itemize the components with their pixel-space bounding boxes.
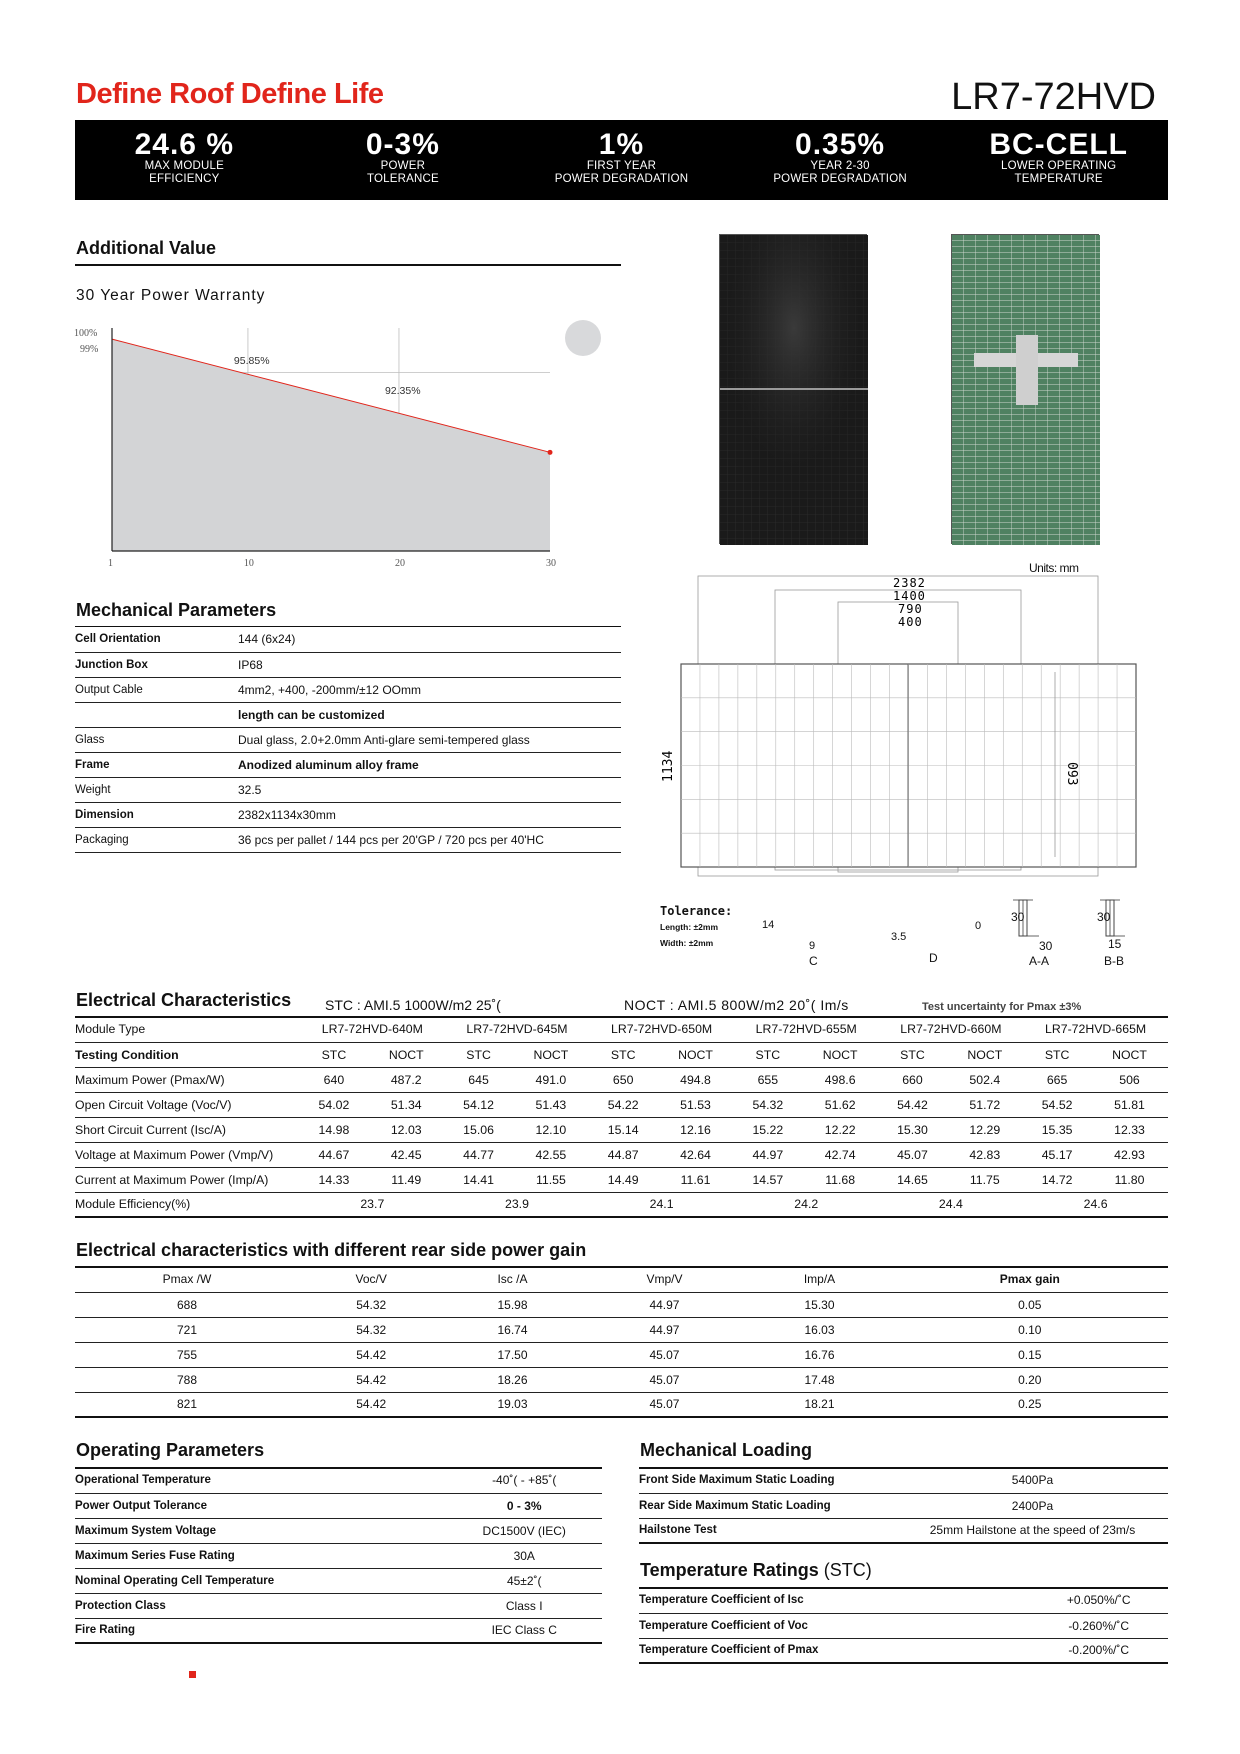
cell-value: 54.42: [299, 1367, 443, 1392]
cell-value: 15.14: [589, 1117, 657, 1142]
table-row: [75, 827, 621, 852]
cell-value: 18.26: [443, 1367, 581, 1392]
cell-value: 54.32: [734, 1092, 802, 1117]
x-tick-label: 10: [243, 558, 254, 569]
additional-value-title: Additional Value: [76, 238, 217, 258]
cell-value: 15.06: [445, 1117, 513, 1142]
section-dim: 3.5: [891, 931, 907, 943]
model-name: LR7-72HVD-650M: [589, 1017, 734, 1042]
cell-value: 15.35: [1023, 1117, 1091, 1142]
table-row: [75, 1267, 1168, 1292]
param-value: 45±2˚(: [446, 1568, 602, 1593]
electrical-title: Electrical Characteristics: [76, 990, 292, 1010]
cell-value: 14.65: [879, 1167, 947, 1192]
front-cell-grid: [720, 235, 868, 545]
cell-value: 44.97: [582, 1292, 748, 1317]
temp-title-suffix: (STC): [823, 1560, 872, 1580]
param-label: Hailstone Test: [639, 1518, 897, 1543]
param-label: Front Side Maximum Static Loading: [639, 1468, 897, 1493]
brand-slogan: Define Roof Define Life: [76, 78, 384, 110]
warranty-end-point: [548, 450, 553, 455]
model-name: LR7-72HVD-655M: [734, 1017, 879, 1042]
table-row: [75, 1092, 1168, 1117]
cell-value: 645: [445, 1067, 513, 1092]
table-row: [639, 1638, 1168, 1663]
section-dim: 30: [1097, 910, 1111, 924]
cell-value: 42.83: [946, 1142, 1023, 1167]
cell-value: 24.6: [1023, 1192, 1168, 1217]
param-label: Protection Class: [75, 1593, 446, 1618]
cell-value: 14.98: [300, 1117, 368, 1142]
cell-value: 655: [734, 1067, 802, 1092]
param-label: Temperature Coefficient of Pmax: [639, 1638, 1029, 1663]
table-row: [75, 1618, 602, 1643]
units-label: Units: mm: [1029, 561, 1079, 575]
section-label-bb: B-B: [1104, 954, 1125, 968]
cell-value: 11.68: [802, 1167, 879, 1192]
table-row: [75, 1543, 602, 1568]
table-row: [639, 1588, 1168, 1613]
section-dim: 0: [975, 920, 982, 932]
param-value: 2382x1134x30mm: [238, 802, 621, 827]
table-row: [75, 752, 621, 777]
cell-value: 54.22: [589, 1092, 657, 1117]
cell-value: 44.97: [734, 1142, 802, 1167]
feature-banner: [75, 120, 1168, 200]
y-tick-label: 100%: [74, 328, 98, 339]
row-label: Short Circuit Current (Isc/A): [75, 1117, 300, 1142]
temp-title: [640, 1560, 872, 1581]
cell-value: 54.12: [445, 1092, 513, 1117]
param-label: Power Output Tolerance: [75, 1493, 446, 1518]
param-value: IEC Class C: [446, 1618, 602, 1643]
cell-value: 42.45: [368, 1142, 445, 1167]
param-value: IP68: [238, 652, 621, 677]
cell-value: 44.87: [589, 1142, 657, 1167]
x-tick-label: 1: [108, 558, 113, 569]
tolerance-title: Tolerance:: [660, 904, 733, 918]
column-header: Isc /A: [443, 1267, 581, 1292]
cell-value: 16.03: [747, 1317, 891, 1342]
column-header: Pmax /W: [75, 1267, 299, 1292]
condition-stc: STC: [734, 1042, 802, 1067]
table-row: [75, 1142, 1168, 1167]
cell-value: 16.76: [747, 1342, 891, 1367]
cell-value: 15.30: [879, 1117, 947, 1142]
module-drawing: [660, 572, 1140, 880]
dim-1134: 1134: [661, 750, 676, 782]
cell-value: 11.55: [512, 1167, 589, 1192]
cell-value: 14.72: [1023, 1167, 1091, 1192]
cell-value: 502.4: [946, 1067, 1023, 1092]
cell-value: 51.72: [946, 1092, 1023, 1117]
cell-value: 487.2: [368, 1067, 445, 1092]
module-front-image: [719, 234, 867, 544]
row-label: Voltage at Maximum Power (Vmp/V): [75, 1142, 300, 1167]
table-row: [75, 1342, 1168, 1367]
param-value: 32.5: [238, 777, 621, 802]
row-label: Open Circuit Voltage (Voc/V): [75, 1092, 300, 1117]
cell-value: 45.07: [582, 1392, 748, 1417]
table-row: [75, 652, 621, 677]
cell-value: 42.93: [1091, 1142, 1168, 1167]
dim-1400: 1400: [893, 589, 926, 603]
table-row: [75, 1117, 1168, 1142]
cell-value: 17.50: [443, 1342, 581, 1367]
temp-title-text: Temperature Ratings: [640, 1560, 819, 1580]
divider: [75, 264, 621, 266]
table-row: [75, 1518, 602, 1543]
param-label: Output Cable: [75, 677, 238, 702]
table-row: [75, 1367, 1168, 1392]
cell-value: 19.03: [443, 1392, 581, 1417]
section-label-aa: A-A: [1029, 954, 1050, 968]
cell-value: 12.22: [802, 1117, 879, 1142]
cell-value: 51.62: [802, 1092, 879, 1117]
banner-first-year: [512, 120, 731, 200]
model-name: LR7-72HVD-665M: [1023, 1017, 1168, 1042]
section-label-d: D: [929, 951, 938, 965]
cell-value: 51.53: [657, 1092, 734, 1117]
table-row: [75, 1593, 602, 1618]
banner-label: YEAR 2-30: [810, 160, 870, 172]
condition-stc: STC: [879, 1042, 947, 1067]
condition-stc: STC: [445, 1042, 513, 1067]
banner-label: TEMPERATURE: [1014, 173, 1103, 185]
dim-790: 790: [898, 602, 923, 616]
cell-value: 54.42: [299, 1342, 443, 1367]
condition-noct: NOCT: [802, 1042, 879, 1067]
cell-value: 15.30: [747, 1292, 891, 1317]
dim-1093: 093: [1064, 762, 1079, 786]
temp-table: [639, 1588, 1168, 1664]
param-label: Weight: [75, 777, 238, 802]
y-tick-label: 99%: [80, 344, 99, 355]
param-label: Operational Temperature: [75, 1468, 446, 1493]
cell-value: 23.9: [445, 1192, 590, 1217]
cell-value: 12.29: [946, 1117, 1023, 1142]
cell-value: 51.34: [368, 1092, 445, 1117]
param-label: Frame: [75, 752, 238, 777]
banner-degradation: [731, 120, 950, 200]
param-value: Class I: [446, 1593, 602, 1618]
condition-noct: NOCT: [368, 1042, 445, 1067]
cell-value: 640: [300, 1067, 368, 1092]
cell-value: 54.32: [299, 1292, 443, 1317]
cell-value: 12.16: [657, 1117, 734, 1142]
cell-value: 14.33: [300, 1167, 368, 1192]
cell-value: 45.17: [1023, 1142, 1091, 1167]
table-row: [75, 627, 621, 652]
cell-value: 45.07: [879, 1142, 947, 1167]
red-marker: [189, 1671, 196, 1678]
condition-stc: STC: [300, 1042, 368, 1067]
table-row: [75, 1392, 1168, 1417]
param-value: +0.050%/˚C: [1029, 1588, 1168, 1613]
x-tick-label: 20: [394, 558, 405, 569]
cell-value: 0.15: [892, 1342, 1168, 1367]
warranty-area: [112, 339, 550, 551]
cell-value: 54.52: [1023, 1092, 1091, 1117]
model-name: LR7-72HVD-640M: [300, 1017, 445, 1042]
warranty-label: 30 Year Power Warranty: [76, 287, 266, 304]
param-value: -40˚( - +85˚(: [446, 1468, 602, 1493]
cell-value: 23.7: [300, 1192, 445, 1217]
param-value: DC1500V (IEC): [446, 1518, 602, 1543]
cell-value: 12.03: [368, 1117, 445, 1142]
table-row: [75, 1167, 1168, 1192]
banner-value: 24.6 %: [134, 128, 234, 161]
cell-value: 45.07: [582, 1342, 748, 1367]
section-dim: 9: [809, 940, 816, 952]
param-value: 36 pcs per pallet / 144 pcs per 20'GP / 720 pcs per 40'HC: [238, 827, 621, 852]
condition-noct: NOCT: [657, 1042, 734, 1067]
operating-title: Operating Parameters: [76, 1440, 265, 1460]
table-row: [639, 1518, 1168, 1543]
back-cell-grid: [952, 235, 1100, 545]
banner-label: MAX MODULE: [144, 160, 224, 172]
table-row: [75, 1067, 1168, 1092]
condition-noct: NOCT: [1091, 1042, 1168, 1067]
banner-label: POWER: [380, 160, 426, 172]
cell-value: 54.42: [299, 1392, 443, 1417]
row-label: Testing Condition: [75, 1042, 300, 1067]
cell-value: 688: [75, 1292, 299, 1317]
cell-value: 54.32: [299, 1317, 443, 1342]
table-row: [75, 1468, 602, 1493]
cell-value: 15.98: [443, 1292, 581, 1317]
cell-value: 51.81: [1091, 1092, 1168, 1117]
cell-value: 494.8: [657, 1067, 734, 1092]
banner-efficiency: [75, 120, 294, 200]
cell-value: 721: [75, 1317, 299, 1342]
gain-table: [75, 1267, 1168, 1418]
row-label: Maximum Power (Pmax/W): [75, 1067, 300, 1092]
condition-noct: NOCT: [512, 1042, 589, 1067]
section-dim: 15: [1108, 937, 1122, 951]
stc-conditions: STC : AMI.5 1000W/m2 25˚(: [325, 997, 501, 1013]
param-label: Dimension: [75, 802, 238, 827]
banner-value: 1%: [598, 128, 645, 161]
cell-value: 11.61: [657, 1167, 734, 1192]
cell-value: 12.33: [1091, 1117, 1168, 1142]
cell-value: 755: [75, 1342, 299, 1367]
cell-value: 821: [75, 1392, 299, 1417]
row-label: Current at Maximum Power (Imp/A): [75, 1167, 300, 1192]
param-label: Temperature Coefficient of Voc: [639, 1613, 1029, 1638]
cell-value: 44.67: [300, 1142, 368, 1167]
table-row: [75, 727, 621, 752]
column-header: Pmax gain: [892, 1267, 1168, 1292]
param-label: Junction Box: [75, 652, 238, 677]
cell-value: 650: [589, 1067, 657, 1092]
param-value: length can be customized: [238, 702, 621, 727]
cell-value: 44.77: [445, 1142, 513, 1167]
table-row: [75, 1568, 602, 1593]
param-value: 4mm2, +400, -200mm/±12 OOmm: [238, 677, 621, 702]
param-value: 5400Pa: [897, 1468, 1168, 1493]
section-dim: 30: [1011, 910, 1025, 924]
row-label: Module Efficiency(%): [75, 1192, 300, 1217]
cell-value: 42.55: [512, 1142, 589, 1167]
cell-value: 660: [879, 1067, 947, 1092]
tolerance-length: Length: ±2mm: [660, 922, 719, 932]
cell-value: 12.10: [512, 1117, 589, 1142]
cell-value: 15.22: [734, 1117, 802, 1142]
column-header: Vmp/V: [582, 1267, 748, 1292]
cell-value: 506: [1091, 1067, 1168, 1092]
param-value: 0 - 3%: [446, 1493, 602, 1518]
param-label: Maximum System Voltage: [75, 1518, 446, 1543]
cell-value: 11.80: [1091, 1167, 1168, 1192]
param-label: Nominal Operating Cell Temperature: [75, 1568, 446, 1593]
table-row: [75, 702, 621, 727]
table-row: [75, 1317, 1168, 1342]
param-value: 2400Pa: [897, 1493, 1168, 1518]
table-row: [75, 802, 621, 827]
param-label: Glass: [75, 727, 238, 752]
param-value: 30A: [446, 1543, 602, 1568]
loading-title: Mechanical Loading: [640, 1440, 813, 1460]
cell-value: 0.25: [892, 1392, 1168, 1417]
table-row: [639, 1468, 1168, 1493]
param-label: Packaging: [75, 827, 238, 852]
operating-table: [75, 1468, 602, 1644]
x-tick-label: 30: [546, 558, 556, 569]
test-uncertainty: Test uncertainty for Pmax ±3%: [922, 1001, 1082, 1013]
param-label: Cell Orientation: [75, 627, 238, 652]
cell-value: 24.1: [589, 1192, 734, 1217]
data-label: 95.85%: [233, 355, 270, 367]
banner-label: TOLERANCE: [366, 173, 439, 185]
banner-label: FIRST YEAR: [586, 160, 657, 172]
cell-value: 17.48: [747, 1367, 891, 1392]
electrical-table: [75, 1017, 1168, 1218]
table-row: [75, 1042, 1168, 1067]
param-value: 144 (6x24): [238, 627, 621, 652]
cell-value: 45.07: [582, 1367, 748, 1392]
banner-value: BC-CELL: [989, 128, 1128, 161]
cell-value: 491.0: [512, 1067, 589, 1092]
condition-noct: NOCT: [946, 1042, 1023, 1067]
cell-value: 51.43: [512, 1092, 589, 1117]
cell-value: 0.10: [892, 1317, 1168, 1342]
banner-value: 0.35%: [795, 128, 886, 161]
param-label: Rear Side Maximum Static Loading: [639, 1493, 897, 1518]
cell-value: 498.6: [802, 1067, 879, 1092]
cell-value: 665: [1023, 1067, 1091, 1092]
module-back-image: [951, 234, 1099, 544]
cell-value: 11.49: [368, 1167, 445, 1192]
param-value: -0.200%/˚C: [1029, 1638, 1168, 1663]
section-dim: 14: [762, 919, 775, 931]
table-row: [75, 1292, 1168, 1317]
param-label: Maximum Series Fuse Rating: [75, 1543, 446, 1568]
param-label: Fire Rating: [75, 1618, 446, 1643]
cell-value: 24.2: [734, 1192, 879, 1217]
cell-value: 14.49: [589, 1167, 657, 1192]
cell-value: 14.41: [445, 1167, 513, 1192]
condition-stc: STC: [1023, 1042, 1091, 1067]
banner-label: LOWER OPERATING: [1001, 160, 1117, 172]
param-label: [75, 702, 238, 727]
section-label-c: C: [809, 954, 818, 968]
condition-stc: STC: [589, 1042, 657, 1067]
model-name: LR7-72HVD-660M: [879, 1017, 1024, 1042]
table-row: [75, 1017, 1168, 1042]
column-header: Voc/V: [299, 1267, 443, 1292]
cell-value: 0.05: [892, 1292, 1168, 1317]
banner-tolerance: [294, 120, 513, 200]
cell-value: 16.74: [443, 1317, 581, 1342]
param-value: 25mm Hailstone at the speed of 23m/s: [897, 1518, 1168, 1543]
cell-value: 44.97: [582, 1317, 748, 1342]
table-row: [639, 1613, 1168, 1638]
table-row: [75, 777, 621, 802]
model-name: LR7-72HVD-645M: [445, 1017, 590, 1042]
cell-value: 24.4: [879, 1192, 1024, 1217]
gain-title: Electrical characteristics with different rear side power gain: [76, 1240, 587, 1260]
cell-value: 54.02: [300, 1092, 368, 1117]
noct-conditions: NOCT : AMI.5 800W/m2 20˚( Im/s: [624, 997, 849, 1013]
cell-value: 11.75: [946, 1167, 1023, 1192]
table-row: [75, 1493, 602, 1518]
decorative-circle: [565, 320, 601, 356]
section-dim: 30: [1039, 939, 1053, 953]
cell-value: 14.57: [734, 1167, 802, 1192]
table-row: [75, 677, 621, 702]
param-label: Temperature Coefficient of Isc: [639, 1588, 1029, 1613]
cell-value: 42.64: [657, 1142, 734, 1167]
mechanical-table: [75, 627, 621, 853]
param-value: Anodized aluminum alloy frame: [238, 752, 621, 777]
banner-label: POWER DEGRADATION: [554, 173, 689, 185]
banner-bc-cell: [949, 120, 1168, 200]
loading-table: [639, 1468, 1168, 1544]
cell-value: 788: [75, 1367, 299, 1392]
row-label: Module Type: [75, 1017, 300, 1042]
banner-value: 0-3%: [365, 128, 440, 161]
banner-label: EFFICIENCY: [149, 173, 220, 185]
warranty-chart: [70, 320, 590, 570]
cell-value: 54.42: [879, 1092, 947, 1117]
param-value: Dual glass, 2.0+2.0mm Anti-glare semi-tempered glass: [238, 727, 621, 752]
tolerance-width: Width: ±2mm: [660, 938, 714, 948]
column-header: Imp/A: [747, 1267, 891, 1292]
banner-label: POWER DEGRADATION: [773, 173, 907, 185]
cell-value: 18.21: [747, 1392, 891, 1417]
table-row: [75, 1192, 1168, 1217]
dim-400: 400: [898, 615, 923, 629]
mechanical-title: Mechanical Parameters: [76, 600, 277, 620]
data-label: 92.35%: [384, 385, 421, 397]
cell-value: 42.74: [802, 1142, 879, 1167]
cell-value: 0.20: [892, 1367, 1168, 1392]
model-title: LR7-72HVD: [951, 76, 1156, 118]
table-row: [639, 1493, 1168, 1518]
dim-2382: 2382: [893, 576, 926, 590]
param-value: -0.260%/˚C: [1029, 1613, 1168, 1638]
